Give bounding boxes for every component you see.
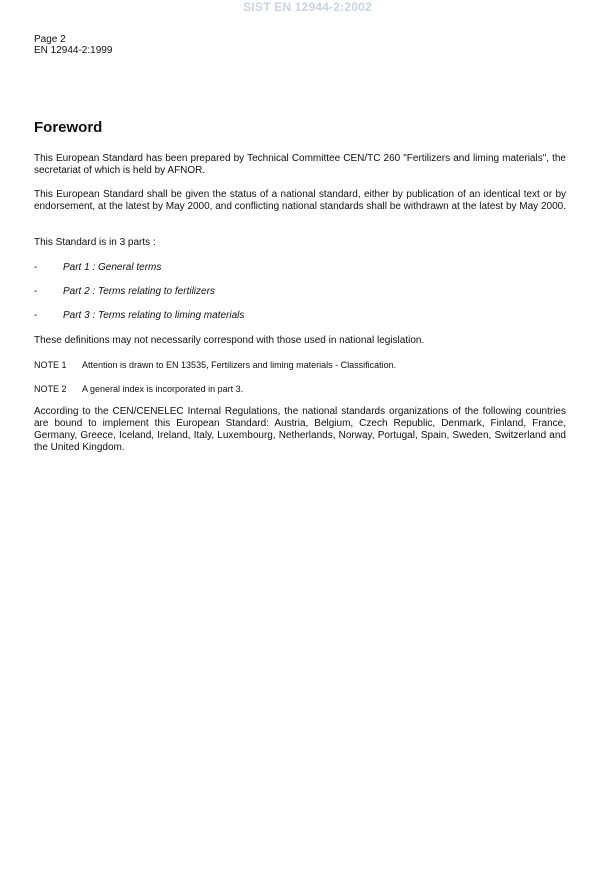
section-title: Foreword	[34, 119, 103, 136]
list-bullet: -	[34, 310, 38, 321]
paragraph-implementation: According to the CEN/CENELEC Internal Regulations, the national standards organizations of the following countries are bound to implement this European Standard: Austria, Belgium, Czech Republic, Denmark, Finland, France, Germany, Greece, Iceland, Ireland, Italy, Luxembourg, Netherlands, Norway, Portugal, Spain, Sweden, Switzerland and the United Kingdom.	[34, 406, 566, 453]
note-text: Attention is drawn to EN 13535, Fertilizers and liming materials - Classification.	[82, 360, 397, 370]
list-item-text: Part 3 : Terms relating to liming materials	[63, 310, 245, 321]
list-bullet: -	[34, 286, 38, 297]
page-number: Page 2	[34, 34, 66, 45]
paragraph-parts-intro: This Standard is in 3 parts :	[34, 237, 156, 248]
list-item-text: Part 1 : General terms	[63, 262, 162, 273]
list-bullet: -	[34, 262, 38, 273]
paragraph-definitions: These definitions may not necessarily correspond with those used in national legislation.	[34, 335, 425, 346]
list-item-text: Part 2 : Terms relating to fertilizers	[63, 286, 215, 297]
page-header	[34, 34, 112, 56]
note-label: NOTE 2	[34, 384, 67, 394]
watermark: SIST EN 12944-2:2002	[243, 0, 372, 14]
document-id: EN 12944-2:1999	[34, 45, 113, 56]
paragraph-status: This European Standard shall be given the status of a national standard, either by publication of an identical text or by endorsement, at the latest by May 2000, and conflicting national standards shall be withdrawn at the latest by May 2000.	[34, 189, 566, 212]
paragraph-prepared-by: This European Standard has been prepared by Technical Committee CEN/TC 260 "Fertilizers and liming materials", the secretariat of which is held by AFNOR.	[34, 153, 566, 176]
note-text: A general index is incorporated in part 3.	[82, 384, 244, 394]
note-label: NOTE 1	[34, 360, 67, 370]
